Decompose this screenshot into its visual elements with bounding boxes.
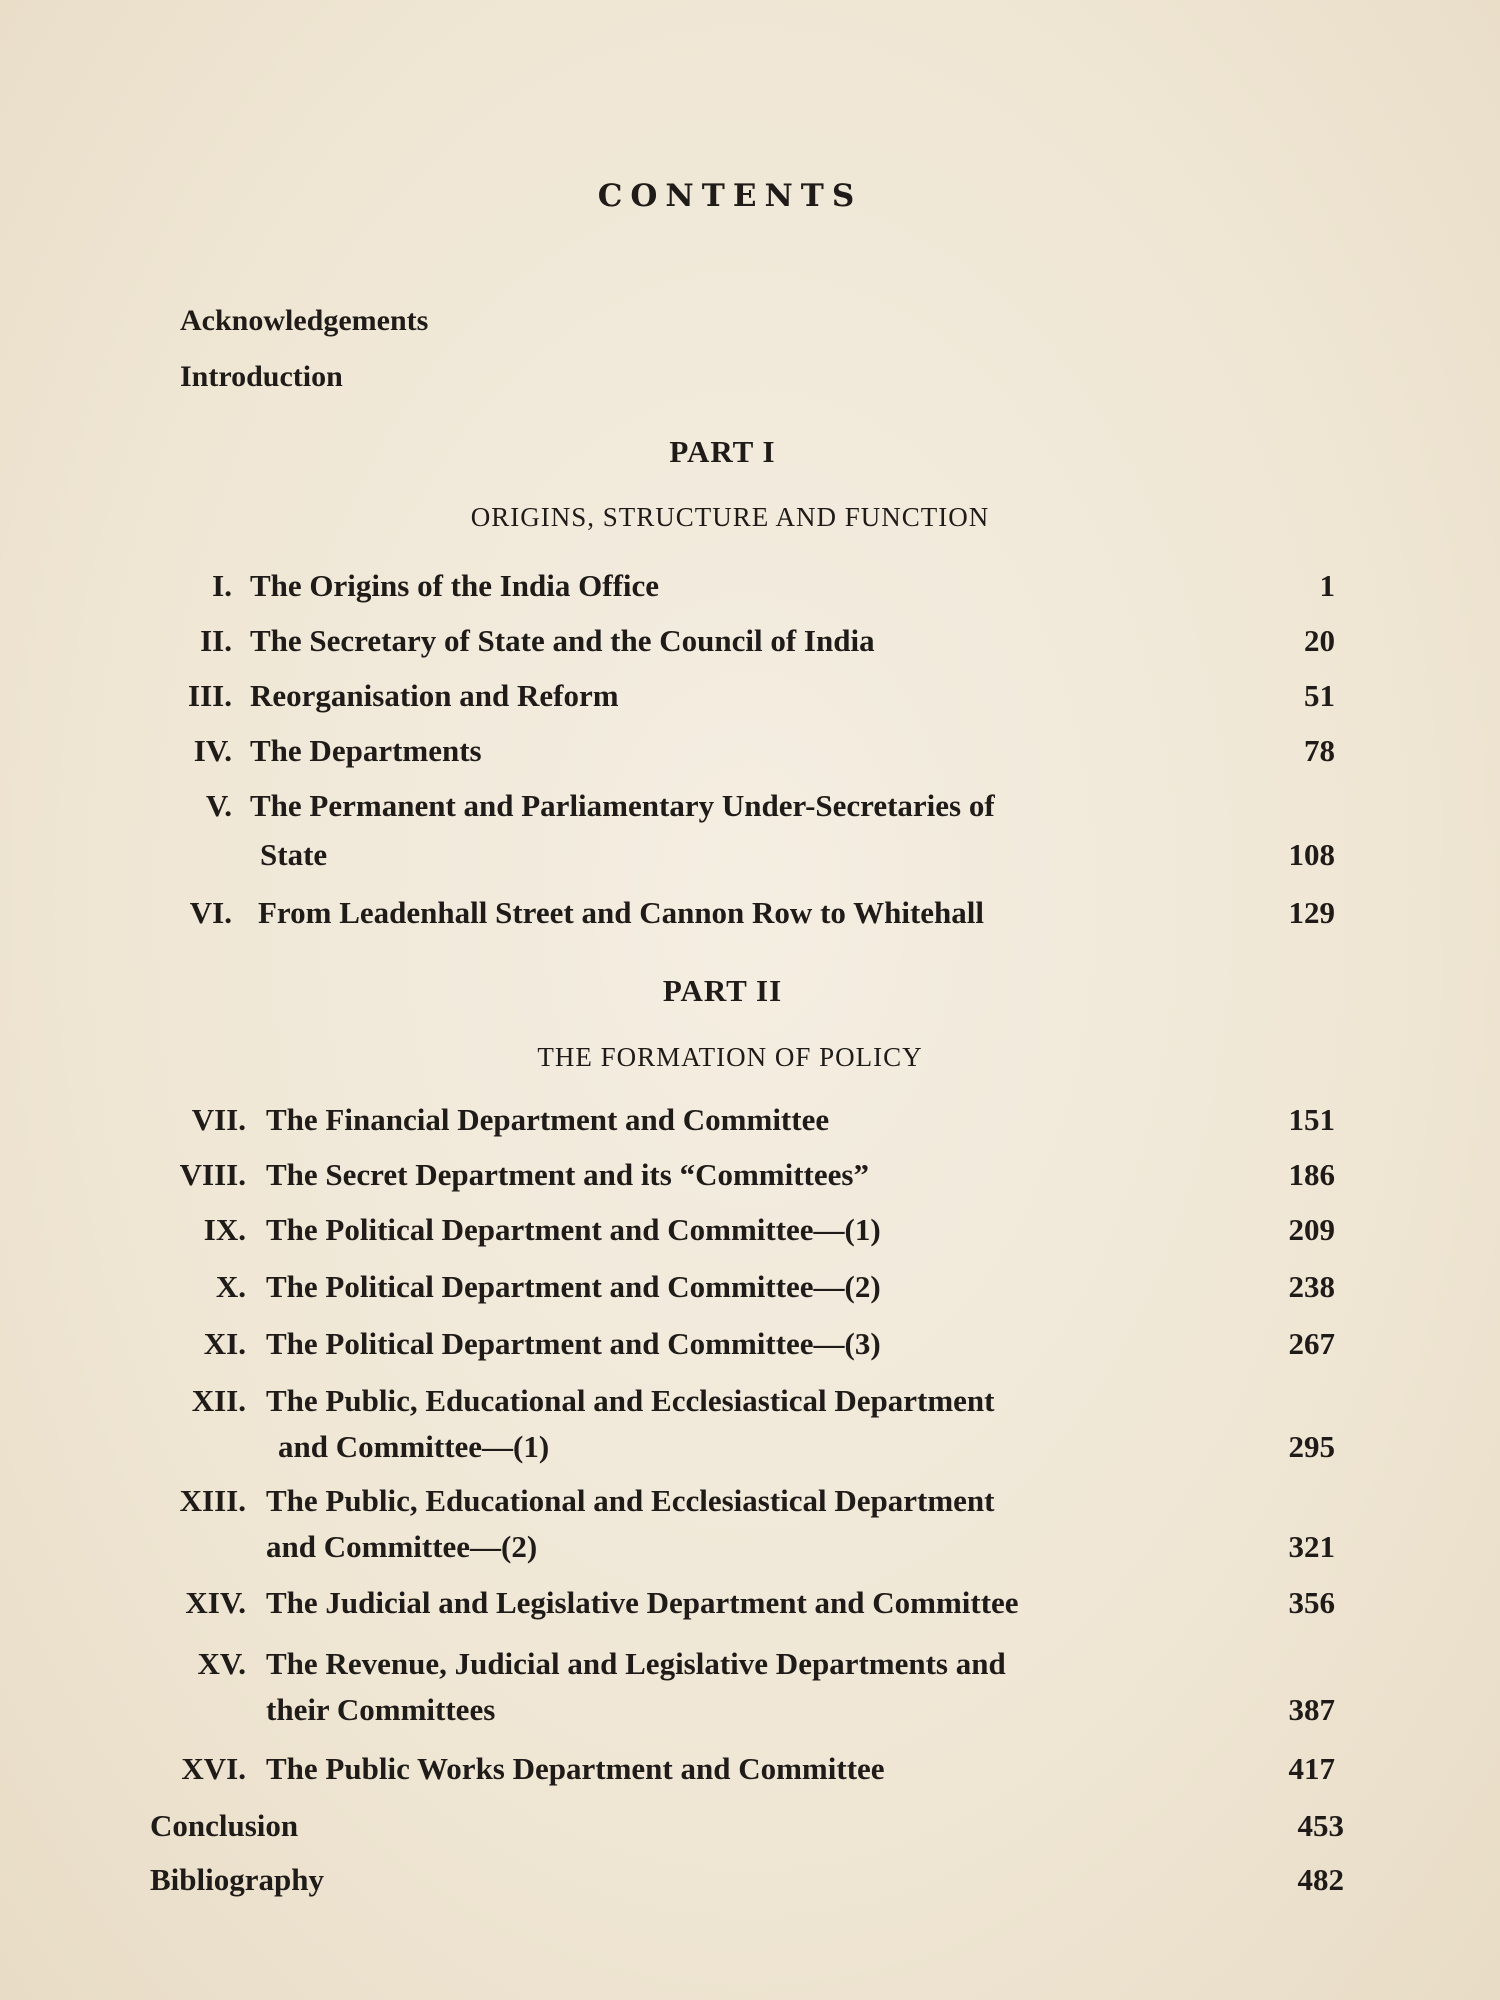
chapter-title: The Public, Educational and Ecclesiastical Department bbox=[266, 1483, 995, 1518]
part-2-heading: PART II bbox=[662, 973, 783, 1008]
chapter-number: VII. bbox=[191, 1102, 246, 1137]
chapter-number: XI. bbox=[203, 1326, 246, 1361]
chapter-page: 78 bbox=[1304, 733, 1335, 768]
chapter-title: The Judicial and Legislative Department and Committee bbox=[266, 1585, 1019, 1620]
part-1-subtitle: ORIGINS, STRUCTURE AND FUNCTION bbox=[470, 502, 990, 532]
chapter-page: 108 bbox=[1288, 837, 1335, 872]
chapter-number: I. bbox=[212, 568, 232, 603]
chapter-title: The Revenue, Judicial and Legislative Departments and bbox=[266, 1646, 1006, 1681]
chapter-title: The Political Department and Committee—(1) bbox=[266, 1212, 881, 1247]
part-2-subtitle: THE FORMATION OF POLICY bbox=[537, 1042, 923, 1072]
chapter-title: The Departments bbox=[250, 733, 482, 768]
chapter-page: 356 bbox=[1288, 1585, 1335, 1620]
chapter-title-continuation: their Committees bbox=[266, 1692, 496, 1727]
chapter-title: The Political Department and Committee—(2) bbox=[266, 1269, 881, 1304]
chapter-number: XVI. bbox=[181, 1751, 246, 1786]
page-title: CONTENTS bbox=[597, 178, 863, 214]
chapter-page: 295 bbox=[1288, 1429, 1335, 1464]
chapter-number: XIII. bbox=[179, 1483, 246, 1518]
chapter-number: VIII. bbox=[179, 1157, 246, 1192]
chapter-title-continuation: and Committee—(1) bbox=[278, 1429, 550, 1464]
back-matter-bibliography: Bibliography bbox=[150, 1862, 324, 1897]
chapter-title-continuation: and Committee—(2) bbox=[266, 1529, 538, 1564]
chapter-title: The Secret Department and its “Committees” bbox=[266, 1157, 869, 1192]
back-matter-conclusion-page: 453 bbox=[1297, 1808, 1344, 1843]
chapter-page: 51 bbox=[1304, 678, 1335, 713]
chapter-page: 186 bbox=[1288, 1157, 1335, 1192]
chapter-page: 387 bbox=[1288, 1692, 1335, 1727]
chapter-title: Reorganisation and Reform bbox=[250, 678, 619, 713]
chapter-page: 321 bbox=[1288, 1529, 1335, 1564]
chapter-title-continuation: State bbox=[260, 837, 328, 872]
chapter-page: 20 bbox=[1304, 623, 1335, 658]
chapter-number: IX. bbox=[203, 1212, 246, 1247]
chapter-title: The Public Works Department and Committee bbox=[266, 1751, 885, 1786]
chapter-page: 238 bbox=[1288, 1269, 1335, 1304]
chapter-title: The Permanent and Parliamentary Under-Secretaries of bbox=[250, 788, 995, 823]
chapter-title: The Public, Educational and Ecclesiastical Department bbox=[266, 1383, 995, 1418]
back-matter-conclusion: Conclusion bbox=[150, 1808, 299, 1843]
chapter-title: The Financial Department and Committee bbox=[266, 1102, 830, 1137]
chapter-number: III. bbox=[188, 678, 232, 713]
chapter-title: The Secretary of State and the Council of India bbox=[250, 623, 875, 658]
part-1-heading: PART I bbox=[669, 434, 776, 469]
chapter-title: From Leadenhall Street and Cannon Row to Whitehall bbox=[258, 895, 984, 930]
chapter-page: 151 bbox=[1288, 1102, 1335, 1137]
chapter-number: V. bbox=[205, 788, 232, 823]
chapter-page: 1 bbox=[1319, 568, 1335, 603]
back-matter-bibliography-page: 482 bbox=[1297, 1862, 1344, 1897]
chapter-page: 129 bbox=[1288, 895, 1335, 930]
front-matter-introduction: Introduction bbox=[180, 360, 343, 393]
front-matter-acknowledgements: Acknowledgements bbox=[180, 304, 429, 337]
chapter-page: 209 bbox=[1288, 1212, 1335, 1247]
chapter-page: 267 bbox=[1288, 1326, 1335, 1361]
chapter-page: 417 bbox=[1288, 1751, 1335, 1786]
chapter-number: XII. bbox=[191, 1383, 246, 1418]
chapter-number: X. bbox=[215, 1269, 246, 1304]
chapter-number: II. bbox=[200, 623, 232, 658]
chapter-number: XIV. bbox=[185, 1585, 246, 1620]
chapter-number: XV. bbox=[197, 1646, 246, 1681]
chapter-title: The Origins of the India Office bbox=[250, 568, 660, 603]
chapter-number: VI. bbox=[189, 895, 232, 930]
chapter-number: IV. bbox=[193, 733, 232, 768]
chapter-title: The Political Department and Committee—(3) bbox=[266, 1326, 881, 1361]
